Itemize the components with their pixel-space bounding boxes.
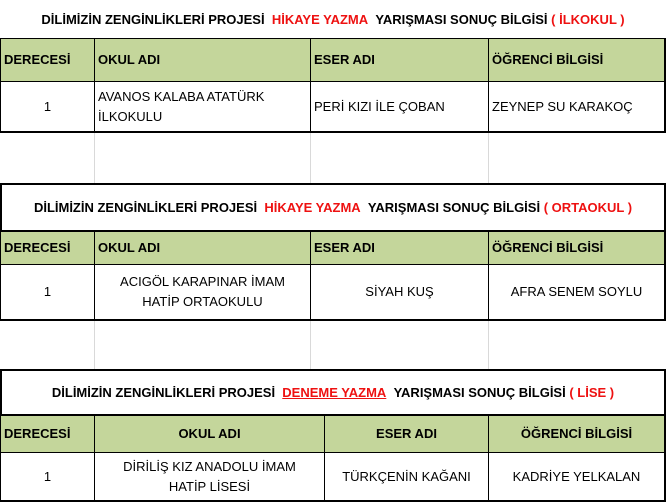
section-title-ilkokul <box>0 0 666 38</box>
cell-rank: 1 <box>0 81 94 133</box>
table-row <box>0 81 666 133</box>
header-ogrenci-bilgisi: ÖĞRENCİ BİLGİSİ <box>488 415 666 452</box>
header-derecesi: DERECESİ <box>0 38 94 81</box>
spreadsheet-gap <box>0 321 666 369</box>
table-row <box>0 264 666 321</box>
header-eser-adi: ESER ADI <box>324 415 488 452</box>
cell-student: ZEYNEP SU KARAKOÇ <box>488 81 666 133</box>
cell-student: KADRİYE YELKALAN <box>488 452 666 502</box>
header-derecesi: DERECESİ <box>0 231 94 264</box>
title-level: ( ORTAOKUL ) <box>543 200 633 215</box>
title-category: HİKAYE YAZMA <box>264 200 361 215</box>
table-header-row <box>0 38 666 81</box>
cell-rank: 1 <box>0 264 94 321</box>
table-header-row <box>0 231 666 264</box>
cell-rank: 1 <box>0 452 94 502</box>
cell-school: AVANOS KALABA ATATÜRK İLKOKULU <box>94 81 310 133</box>
table-header-row <box>0 415 666 452</box>
title-level: ( İLKOKUL ) <box>551 11 625 27</box>
header-derecesi: DERECESİ <box>0 415 94 452</box>
title-level: ( LİSE ) <box>569 385 615 400</box>
title-prefix: DİLİMİZİN ZENGİNLİKLERİ PROJESİ <box>51 385 276 400</box>
header-ogrenci-bilgisi: ÖĞRENCİ BİLGİSİ <box>488 231 666 264</box>
title-category: DENEME YAZMA <box>282 385 387 400</box>
spreadsheet-gap <box>0 133 666 183</box>
title-prefix: DİLİMİZİN ZENGİNLİKLERİ PROJESİ <box>41 11 265 27</box>
cell-work: PERİ KIZI İLE ÇOBAN <box>310 81 488 133</box>
section-title-lise <box>0 369 666 415</box>
table-row <box>0 452 666 502</box>
header-okul-adi: OKUL ADI <box>94 38 310 81</box>
cell-student: AFRA SENEM SOYLU <box>488 264 666 321</box>
cell-school: ACIGÖL KARAPINAR İMAM HATİP ORTAOKULU <box>94 264 310 321</box>
header-eser-adi: ESER ADI <box>310 231 488 264</box>
header-okul-adi: OKUL ADI <box>94 415 324 452</box>
cell-work: SİYAH KUŞ <box>310 264 488 321</box>
header-ogrenci-bilgisi: ÖĞRENCİ BİLGİSİ <box>488 38 666 81</box>
title-suffix: YARIŞMASI SONUÇ BİLGİSİ <box>367 200 541 215</box>
cell-school: DİRİLİŞ KIZ ANADOLU İMAM HATİP LİSESİ <box>94 452 324 502</box>
cell-work: TÜRKÇENİN KAĞANI <box>324 452 488 502</box>
title-suffix: YARIŞMASI SONUÇ BİLGİSİ <box>393 385 566 400</box>
title-suffix: YARIŞMASI SONUÇ BİLGİSİ <box>375 11 548 27</box>
title-prefix: DİLİMİZİN ZENGİNLİKLERİ PROJESİ <box>33 200 258 215</box>
title-category: HİKAYE YAZMA <box>271 11 369 27</box>
section-title-ortaokul <box>0 183 666 231</box>
header-eser-adi: ESER ADI <box>310 38 488 81</box>
header-okul-adi: OKUL ADI <box>94 231 310 264</box>
